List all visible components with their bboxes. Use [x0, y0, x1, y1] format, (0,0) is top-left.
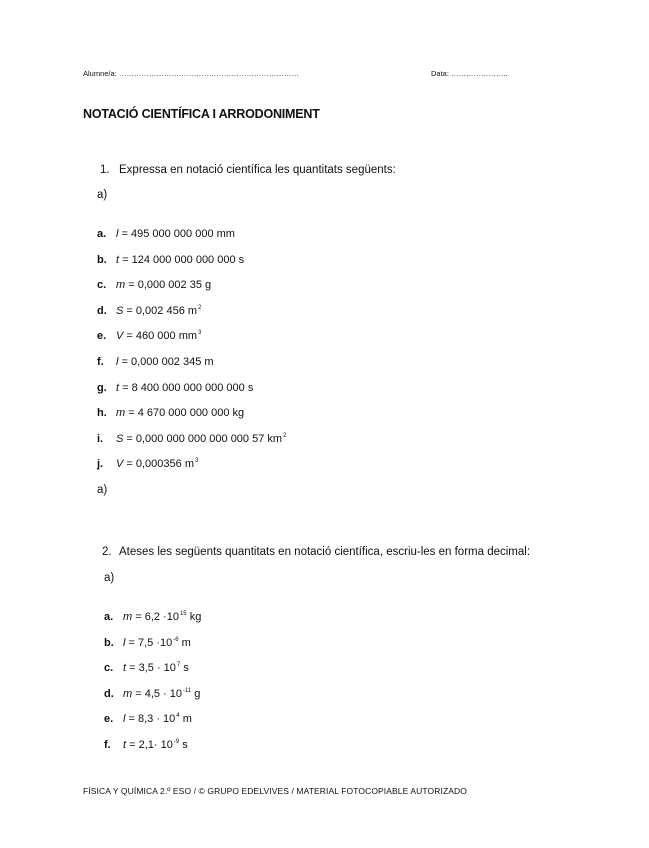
q2-item-text [123, 637, 191, 649]
q1-item-text [116, 254, 244, 266]
student-name-field[interactable]: Alumne/a: ……………………………………………………………… [83, 69, 299, 78]
q1-item-label: d. [97, 304, 107, 317]
footer-text: FÍSICA Y QUÍMICA 2.º ESO / © GRUPO EDELVIVES / MATERIAL FOTOCOPIABLE AUTORIZADO [83, 786, 467, 796]
q1-item-value: = 460 000 mm [123, 330, 198, 343]
question-2-text: Ateses les següents quantitats en notació científica, escriu-les en forma decimal: [119, 546, 531, 558]
q2-item-value: = 7,5 ·10 [125, 636, 173, 649]
q1-item-text [116, 382, 253, 394]
q1-item-label: a. [97, 228, 107, 240]
q1-item-value: = 0,000 000 000 000 000 57 km [123, 432, 283, 445]
q1-item-symbol: m [116, 279, 126, 292]
q2-item-text [123, 739, 188, 751]
q2-item-exponent: 7 [176, 662, 181, 668]
q1-item-value: = 4 670 000 000 000 kg [125, 407, 245, 420]
q1-item-label: c. [97, 279, 107, 292]
q1-item-symbol: V [116, 458, 124, 471]
q1-item-value: = 0,000356 m [123, 458, 194, 471]
q1-item-exponent: 2 [283, 432, 287, 439]
q2-item-symbol: l [123, 713, 126, 725]
q2-item-label: e. [104, 713, 114, 725]
q2-item-value: = 3,5 · 10 [126, 662, 176, 674]
q1-item-text [116, 330, 201, 342]
q2-item-value: = 6,2 ·10 [132, 611, 179, 623]
q2-item-label: d. [104, 687, 114, 700]
q1-item-text [116, 458, 198, 470]
q2-item-exponent: -11 [183, 687, 192, 694]
q2-item-label: a. [104, 611, 114, 623]
q2-item-value: = 2,1· 10 [126, 738, 173, 751]
q2-item-symbol: t [123, 662, 127, 674]
q1-item-symbol: l [116, 228, 119, 240]
q1-item-value: = 124 000 000 000 000 s [119, 253, 245, 266]
question-1-sub-a: a) [97, 189, 108, 201]
q1-item-text [116, 228, 235, 240]
q2-item-exponent: -9 [173, 738, 180, 745]
q1-item-symbol: t [116, 253, 120, 266]
q1-item-symbol: S [116, 304, 124, 317]
q2-item-text [123, 611, 201, 623]
q2-item-unit: kg [186, 611, 202, 623]
q2-item-symbol: l [123, 636, 126, 649]
q1-item-label: i. [97, 432, 104, 445]
q2-item-symbol: m [123, 687, 133, 700]
q2-item-exponent: -6 [173, 636, 179, 643]
q1-item-value: = 8 400 000 000 000 000 s [119, 381, 254, 394]
q1-item-label: b. [97, 253, 107, 266]
q1-item-symbol: l [116, 356, 119, 368]
q2-item-text [123, 713, 192, 725]
q2-item-unit: g [191, 687, 201, 700]
q2-item-symbol: m [123, 611, 133, 623]
question-1-number: 1. [100, 164, 110, 176]
q1-item-exponent: 3 [194, 458, 199, 465]
q2-item-text [123, 688, 200, 700]
q2-item-exponent: 15 [179, 611, 187, 617]
q1-item-value: = 0,000 002 35 g [125, 279, 212, 292]
q2-item-label: f. [104, 738, 111, 751]
q1-item-label: e. [97, 330, 107, 343]
q2-item-unit: m [179, 713, 192, 725]
q2-item-unit: m [178, 636, 191, 649]
q1-item-text [116, 407, 244, 419]
q2-item-label: c. [104, 662, 114, 674]
q2-item-symbol: t [123, 738, 127, 751]
q1-item-text [116, 305, 201, 317]
q1-item-label: f. [97, 356, 104, 368]
q1-item-label: j. [97, 458, 104, 471]
q1-item-exponent: 3 [198, 330, 202, 337]
q1-item-value: = 0,002 456 m [123, 304, 198, 317]
q2-item-label: b. [104, 636, 114, 649]
q1-item-symbol: S [116, 432, 124, 445]
q1-item-label: h. [97, 407, 107, 420]
q2-item-value: = 8,3 · 10 [125, 713, 176, 725]
q1-item-value: = 495 000 000 000 mm [118, 228, 235, 240]
q1-item-value: = 0,000 002 345 m [118, 356, 214, 368]
q1-item-text [116, 433, 286, 445]
q1-item-symbol: m [116, 407, 126, 420]
question-2-sub-a: a) [104, 572, 115, 584]
q2-item-value: = 4,5 · 10 [132, 687, 183, 700]
date-field[interactable]: Data: ………………….. [431, 69, 508, 78]
question-1-text: Expressa en notació científica les quantitats següents: [119, 164, 396, 176]
q1-item-exponent: 2 [198, 304, 202, 311]
q2-item-text [123, 662, 189, 674]
question-2-number: 2. [102, 546, 112, 558]
q2-item-unit: s [180, 662, 189, 674]
question-1-sub-a-end: a) [97, 484, 108, 496]
q1-item-label: g. [97, 381, 107, 394]
page-title: NOTACIÓ CIENTÍFICA I ARRODONIMENT [83, 107, 320, 121]
q2-item-unit: s [179, 738, 188, 751]
q1-item-symbol: t [116, 381, 120, 394]
q1-item-symbol: V [116, 330, 124, 343]
q1-item-text [116, 356, 214, 368]
q2-item-exponent: 4 [176, 713, 180, 719]
q1-item-text [116, 279, 211, 291]
